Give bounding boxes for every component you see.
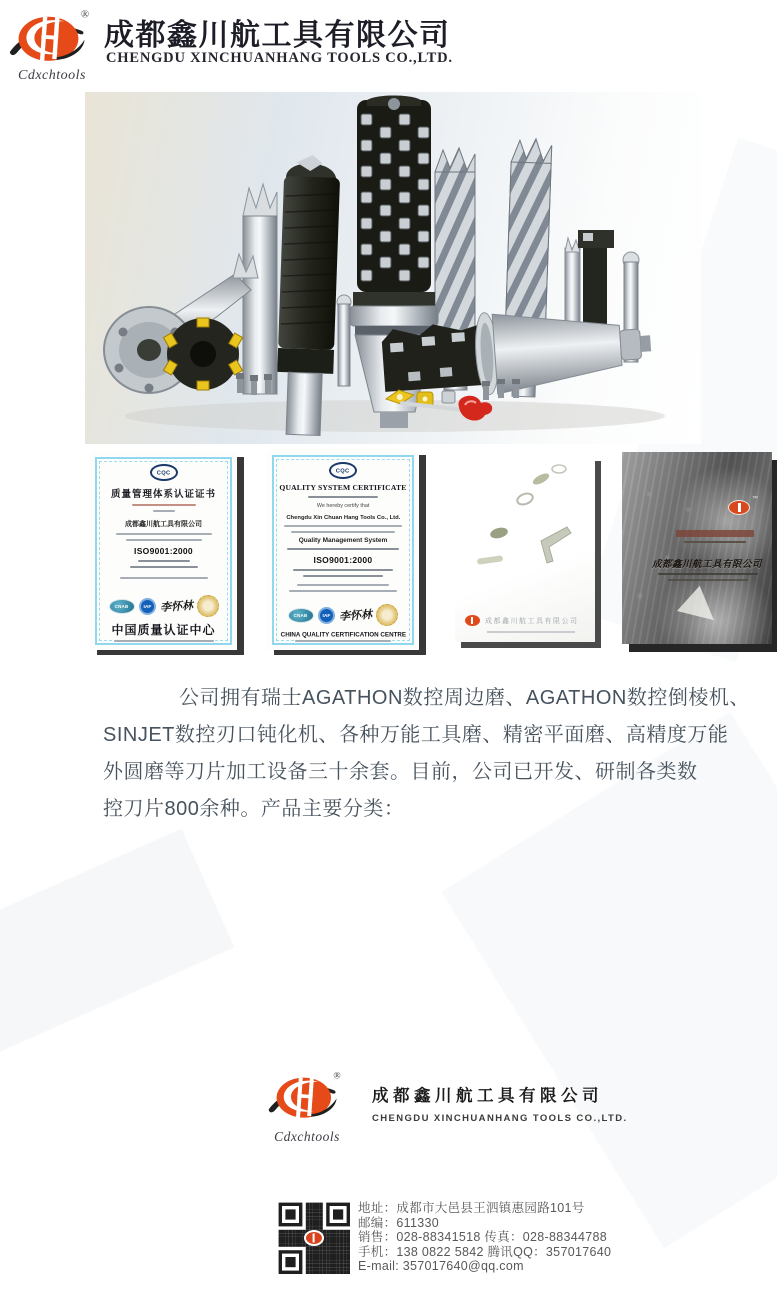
contact-mobile-qq: 手机：138 0822 5842 腾讯QQ：357017640 [358, 1244, 612, 1259]
certificate-standard: ISO9001:2000 [313, 555, 373, 565]
certify-line: We hereby certify that [316, 503, 370, 509]
fine-print-line [289, 590, 397, 592]
fine-print-line [293, 569, 393, 571]
gold-seal-icon [376, 604, 398, 626]
qr-code [278, 1202, 350, 1274]
mini-logo-icon [465, 615, 480, 626]
carbide-drill [275, 154, 341, 436]
brand-name: Cdxchtools [18, 68, 86, 83]
company-logo [8, 4, 96, 84]
fine-print-line [153, 510, 175, 512]
certificate-title: 质量管理体系认证证书 [110, 489, 216, 500]
fine-print-line [120, 577, 208, 579]
mini-logo-icon [728, 500, 750, 515]
cnab-oval-icon: CNAB [109, 599, 135, 614]
fine-print-line [114, 640, 214, 642]
contact-email: E-mail: 357017640@qq.com [358, 1259, 524, 1274]
iaf-circle-icon: IAF [139, 598, 156, 615]
catalog-cover-light [455, 455, 595, 642]
fine-print-line [132, 504, 196, 506]
fine-print-line [297, 584, 389, 586]
cover-company-name: 成都鑫川航工具有限公司 [651, 559, 762, 570]
trademark-symbol: ™ [752, 496, 758, 502]
intro-line: 外圆磨等刀片加工设备三十余套。目前，公司已开发、研制各类数 [103, 761, 698, 783]
intro-line: 公司拥有瑞士AGATHON数控周边磨、AGATHON数控倒棱机、 [179, 687, 750, 709]
fine-print-line [284, 525, 402, 527]
contact-sales-fax: 销售：028-88341518 传真：028-88344788 [358, 1230, 608, 1245]
flange-face-mill [104, 254, 258, 393]
certificate-company: Chengdu Xin Chuan Hang Tools Co., Ltd. [286, 514, 400, 521]
fine-print-line [303, 575, 383, 577]
cqc-oval-icon: CQC [329, 462, 357, 479]
certificate-issuer: CHINA QUALITY CERTIFICATION CENTRE [280, 630, 406, 639]
iaf-circle-icon: IAF [318, 607, 335, 624]
product-photo-illustration [85, 92, 701, 444]
ball-end-mill [337, 295, 351, 386]
certificate-standard: ISO9001:2000 [134, 546, 193, 556]
footer-logo [264, 1066, 350, 1145]
fine-print-line [487, 631, 575, 633]
gold-seal-icon [197, 595, 219, 617]
slogan-line [676, 530, 754, 537]
certificate-issuer: 中国质量认证中心 [111, 623, 216, 637]
fine-print-line [130, 566, 198, 568]
fine-print-line [138, 560, 190, 562]
certificate-company: 成都鑫川航工具有限公司 [125, 521, 202, 528]
fine-print-line [116, 533, 212, 535]
cdxchtools-logo-icon [267, 1066, 347, 1126]
contact-address: 地址：成都市大邑县王泗镇惠园路101号 [358, 1201, 585, 1215]
footer-company-name [372, 1082, 628, 1124]
page-title-en: CHENGDU XINCHUANHANG TOOLS CO.,LTD. [106, 50, 453, 66]
company-intro [103, 680, 750, 828]
footer-company-cn: 成都鑫川航工具有限公司 [372, 1087, 603, 1105]
signature: 李怀林 [159, 599, 193, 615]
cdxchtools-logo-icon [8, 4, 96, 70]
certificate-title: QUALITY SYSTEM CERTIFICATE [279, 483, 407, 492]
fine-print-line [291, 531, 395, 533]
cqc-oval-icon: CQC [150, 464, 178, 481]
certificate-cn [90, 452, 237, 650]
fine-print-line [658, 573, 758, 575]
catalog-cover-dark [622, 452, 772, 644]
cover-company-name: 成都鑫川航工具有限公司 [485, 617, 579, 625]
certificate-system: Quality Management System [298, 537, 388, 544]
contact-info [358, 1201, 611, 1274]
contact-zip: 邮编：611330 [358, 1215, 439, 1230]
fine-print-line [668, 579, 748, 581]
intro-line: SINJET数控刃口钝化机、各种万能工具磨、精密平面磨、高精度万能 [103, 724, 729, 746]
insert-triangle-icon [677, 582, 721, 620]
brand-name: Cdxchtools [274, 1129, 340, 1144]
fine-print-line [287, 548, 399, 550]
product-photo [85, 92, 701, 444]
scan-watermark [0, 829, 234, 1062]
fine-print-line [295, 640, 391, 642]
certificate-en [267, 450, 419, 650]
footer-company-en: CHENGDU XINCHUANHANG TOOLS CO.,LTD. [372, 1113, 628, 1124]
fine-print-line [684, 541, 746, 543]
signature: 李怀林 [338, 608, 373, 624]
insert-scatter-illustration [455, 455, 595, 642]
fine-print-line [126, 539, 202, 541]
intro-line: 控刀片800余种。产品主要分类： [103, 798, 405, 820]
page-title-cn: 成都鑫川航工具有限公司 [104, 19, 451, 52]
cnab-oval-icon: CNAB [288, 608, 314, 623]
fine-print-line [308, 496, 378, 498]
